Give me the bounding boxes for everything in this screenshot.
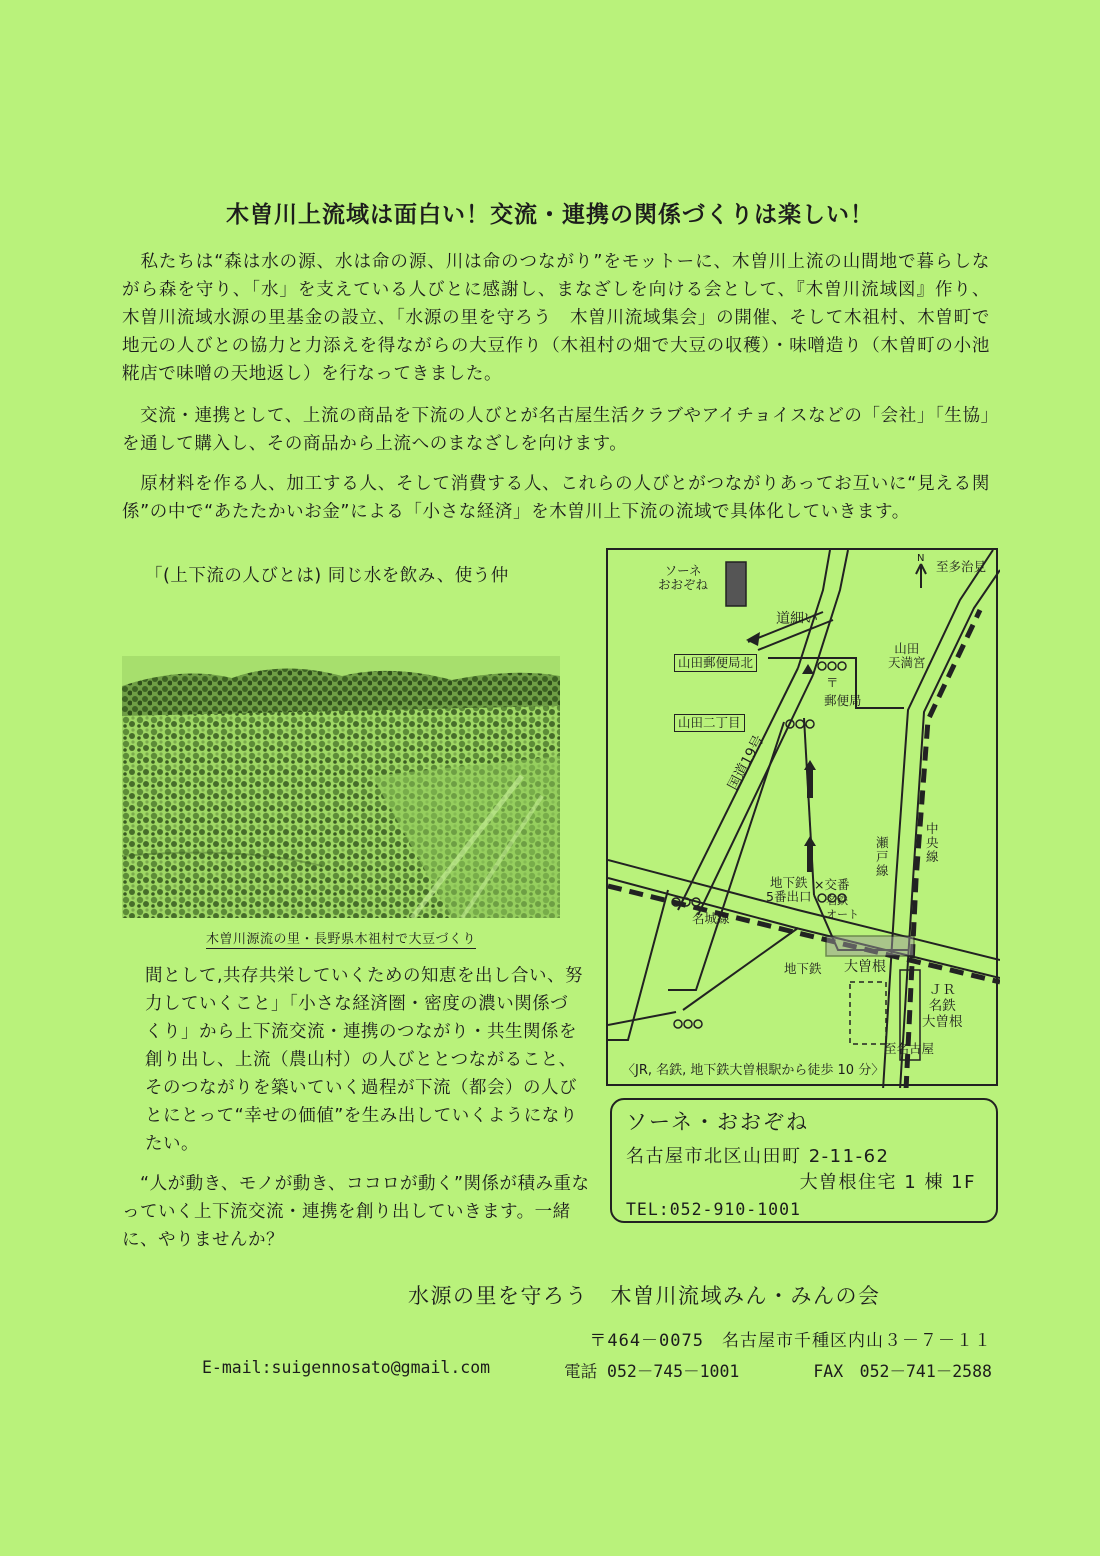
paragraph-invitation: “人が動き、モノが動き、ココロが動く”関係が積み重なっていく上下流交流・連携を創り出していきます。一緒に、やりませんか？ [122, 1174, 590, 1250]
shop-address-box [610, 1098, 998, 1223]
paragraph-intro: 私たちは“森は水の源、水は命の源、川は命のつながり”をモットーに、木曽川上流の山間地で暮らしながら森を守り、「水」を支えている人びとに感謝し、まなざしを向ける会として、『木曽川流域図』作り、木曽川流域水源の里基金の設立、「水源の里を守ろう 木曽川流域集会」の開催、そして木祖村、木曽町で地元の人びとの協力と力添えを得ながらの大豆作り（木祖村の畑で大豆の収穫）・味噌造り（木曽町の小池糀店で味噌の天地返し）を行なってきました。 [122, 252, 990, 384]
map-label-seto-line: 瀬 戸 線 [876, 835, 889, 878]
organization-contact [202, 1358, 992, 1382]
map-label-chuo-line: 中 央 線 [926, 821, 939, 864]
map-label-meijo-line: 名城線 [692, 911, 730, 926]
paragraph-quote-start: 「(上下流の人びとは) 同じ水を飲み、使う仲 [145, 566, 509, 586]
photo-caption [122, 928, 560, 947]
access-map [606, 548, 998, 1086]
organization-fax: FAX 052－741－2588 [813, 1362, 992, 1381]
map-label-route19: 国道19号 [725, 732, 768, 794]
organization-email[interactable]: E-mail:suigennosato@gmail.com [202, 1358, 491, 1377]
map-label-ozone: 大曽根 [844, 959, 886, 975]
photo-caption-text: 木曽川源流の里・長野県木祖村で大豆づくり [205, 932, 476, 947]
map-label-koban: ×交番 [814, 877, 850, 892]
shop-name: ソーネ・おおぞね [626, 1110, 809, 1134]
paragraph-exchange: 交流・連携として、上流の商品を下流の人びとが名古屋生活クラブやアイチョイスなどの「会社」「生協」を通して購入し、その商品から上流へのまなざしを向けます。 [122, 406, 990, 454]
map-label-nichome: 山田二丁目 [674, 714, 745, 732]
shop-address-line2: 大曽根住宅 1 棟 1F [799, 1172, 976, 1193]
shop-address-line1: 名古屋市北区山田町 2-11-62 [626, 1146, 890, 1167]
map-label-shop [658, 564, 708, 592]
paragraph-quote-continued: 間として,共存共栄していくための知恵を出し合い、努力していくこと」「小さな経済圏・密度の濃い関係づくり」から上下流交流・連携のつながり・共生関係を創り出し、上流（農山村）の人びととつながること、そのつながりを築いていく過程が下流（都会）の人びとにとって“幸せの価値”を生み出していくようになりたい。 [145, 966, 584, 1154]
map-label-shop-text: ソーネ おおぞね [658, 563, 709, 592]
map-label-tenmangu: 山田 天満宮 [888, 641, 926, 670]
map-label-tajimi: 至多治見 [936, 559, 987, 574]
organization-phone: 電話 052－745－1001 [564, 1362, 740, 1381]
map-label-post-office: 郵便局 [824, 693, 862, 708]
organization-name: 水源の里を守ろう 木曽川流域みん・みんの会 [408, 1284, 881, 1308]
soybean-field-photo [122, 656, 560, 918]
organization-postal-address: 〒464－0075 名古屋市千種区内山３－７－１１ [589, 1331, 992, 1351]
post-mark-icon: 〒 [826, 675, 839, 690]
map-label-jr-ozone: ＪＲ 名鉄 大曽根 [922, 982, 963, 1030]
map-label-meitetsu-auto: 名鉄 オート [826, 894, 859, 921]
map-label-nagoya: 至名古屋 [884, 1041, 935, 1056]
map-label-narrow-road: 道細い [776, 611, 818, 627]
map-label-post-north: 山田郵便局北 [674, 654, 757, 672]
map-label-subway-exit: 地下鉄 5番出口 [766, 875, 812, 904]
shop-phone: TEL:052-910-1001 [626, 1200, 801, 1219]
page-title: 木曽川上流域は面白い！交流・連携の関係づくりは楽しい！ [226, 202, 874, 228]
map-label-north: N [917, 553, 925, 564]
paragraph-economy: 原材料を作る人、加工する人、そして消費する人、これらの人びとがつながりあってお互いに“見える関係”の中で“あたたかいお金”による「小さな経済」を木曽川上下流の流域で具体化していきます。 [122, 474, 990, 522]
map-label-subway: 地下鉄 [784, 961, 822, 976]
map-access-note: 〈JR, 名鉄, 地下鉄大曽根駅から徒歩 10 分〉 [622, 1063, 885, 1078]
